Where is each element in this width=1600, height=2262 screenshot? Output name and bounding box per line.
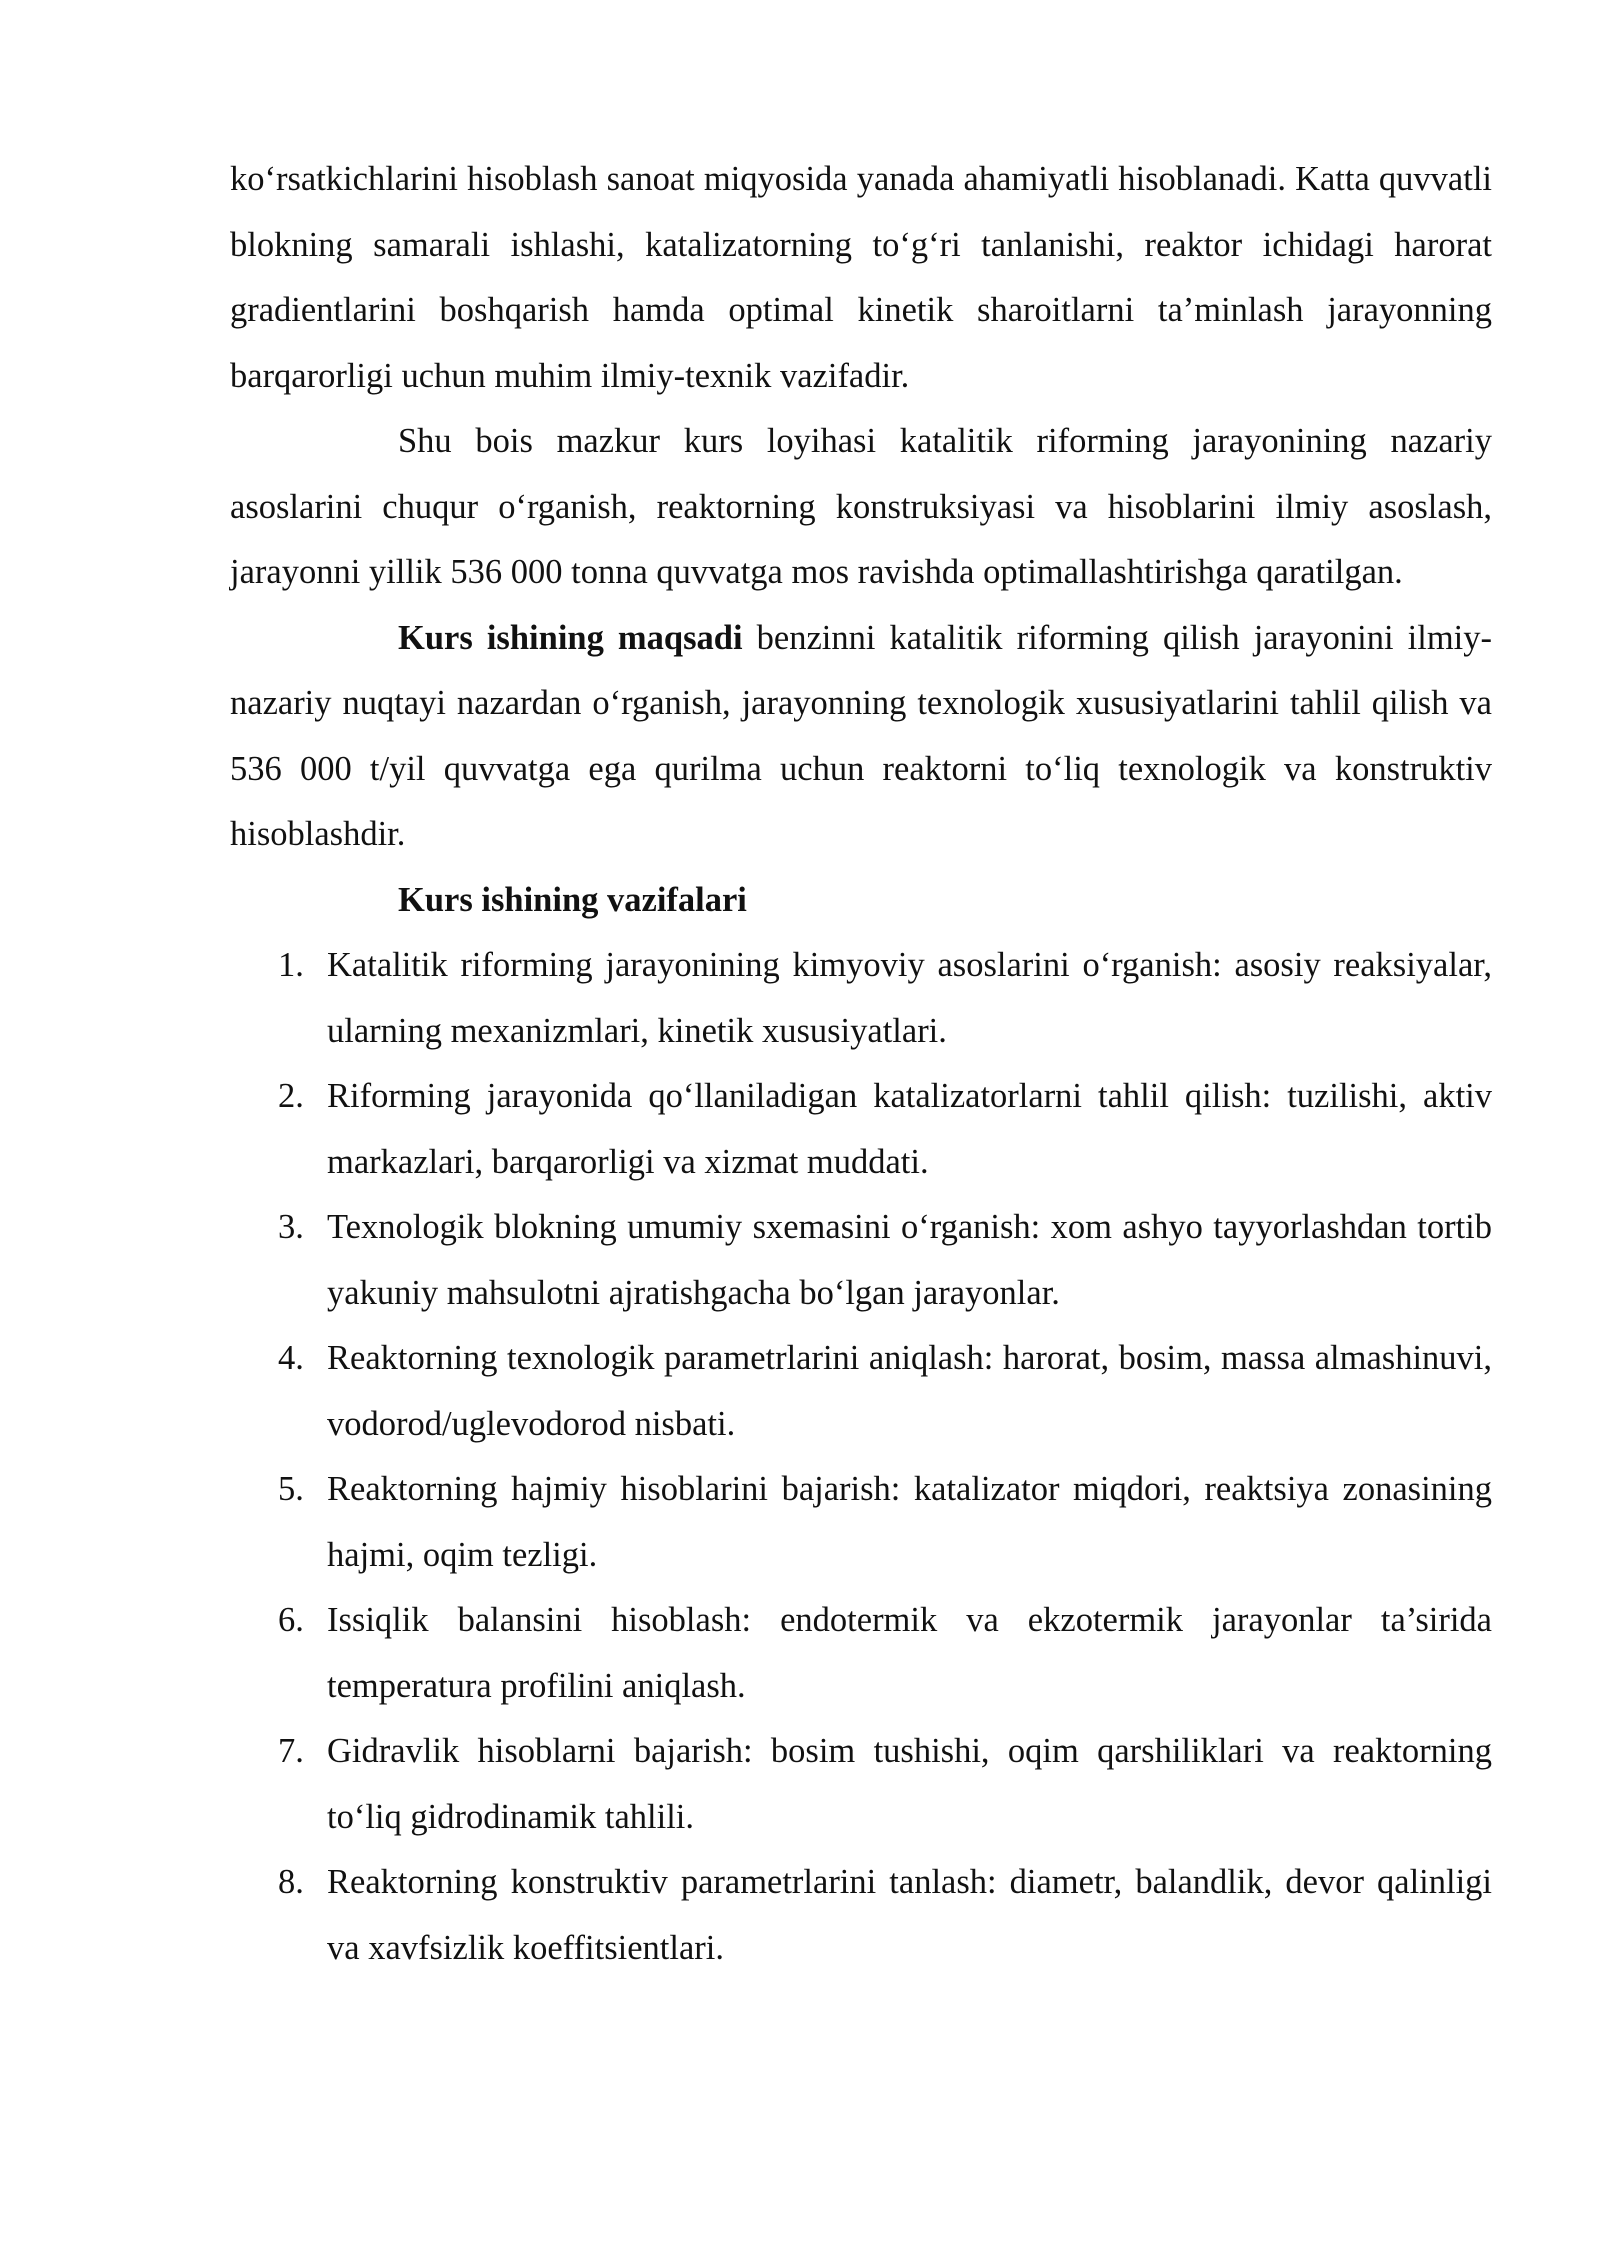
- task-text: Texnologik blokning umumiy sxemasini o‘rganish: xom ashyo tayyorlashdan tortib yakuniy mahsulotni ajratishgacha bo‘lgan jarayonlar.: [327, 1208, 1492, 1312]
- task-number: 8.: [278, 1863, 304, 1901]
- task-item: [230, 1457, 1492, 1588]
- paragraph-course-goal: [230, 606, 1492, 868]
- task-text: Issiqlik balansini hisoblash: endotermik va ekzotermik jarayonlar ta’sirida temperatura profilini aniqlash.: [327, 1601, 1492, 1705]
- task-number: 2.: [278, 1077, 304, 1115]
- task-item: [230, 1719, 1492, 1850]
- paragraph-intro-continuation: ko‘rsatkichlarini hisoblash sanoat miqyosida yanada ahamiyatli hisoblanadi. Katta quvvatli blokning samarali ishlashi, katalizatorning to‘g‘ri tanlanishi, reaktor ichidagi harorat gradientlarini boshqarish hamda optimal kinetik sharoitlarni ta’minlash jarayonning barqarorligi uchun muhim ilmiy-texnik vazifadir.: [230, 160, 1492, 395]
- task-text: Gidravlik hisoblarni bajarish: bosim tushishi, oqim qarshiliklari va reaktorning to‘liq gidrodinamik tahlili.: [327, 1732, 1492, 1836]
- task-number: 4.: [278, 1339, 304, 1377]
- task-text: Riforming jarayonida qo‘llaniladigan katalizatorlarni tahlil qilish: tuzilishi, aktiv markazlari, barqarorligi va xizmat muddati.: [327, 1077, 1492, 1181]
- tasks-list: [230, 933, 1492, 1981]
- task-number: 3.: [278, 1208, 304, 1246]
- task-item: [230, 1326, 1492, 1457]
- task-item: [230, 1588, 1492, 1719]
- task-item: [230, 1195, 1492, 1326]
- task-number: 6.: [278, 1601, 304, 1639]
- tasks-heading: Kurs ishining vazifalari: [398, 880, 747, 919]
- task-item: [230, 1850, 1492, 1981]
- task-text: Reaktorning konstruktiv parametrlarini tanlash: diametr, balandlik, devor qalinligi va xavfsizlik koeffitsientlari.: [327, 1863, 1492, 1967]
- course-goal-text: benzinni katalitik riforming qilish jarayonini ilmiy-nazariy nuqtayi nazardan o‘rganish, jarayonning texnologik xususiyatlarini tahlil qilish va 536 000 t/yil quvvatga ega qurilma uchun reaktorni to‘liq texnologik va konstruktiv hisoblashdir.: [230, 618, 1492, 853]
- task-text: Reaktorning hajmiy hisoblarini bajarish: katalizator miqdori, reaktsiya zonasining hajmi, oqim tezligi.: [327, 1470, 1492, 1574]
- task-number: 1.: [278, 946, 304, 984]
- document-body: [230, 147, 1492, 1981]
- paragraph-project-focus: Shu bois mazkur kurs loyihasi katalitik riforming jarayonining nazariy asoslarini chuqur o‘rganish, reaktorning konstruksiyasi va hisoblarini ilmiy asoslash, jarayonni yillik 536 000 tonna quvvatga mos ravishda optimallashtirishga qaratilgan.: [230, 422, 1492, 591]
- task-text: Katalitik riforming jarayonining kimyoviy asoslarini o‘rganish: asosiy reaksiyalar, ularning mexanizmlari, kinetik xususiyatlari.: [327, 946, 1492, 1050]
- course-goal-label: Kurs ishining maqsadi: [398, 618, 743, 657]
- task-number: 5.: [278, 1470, 304, 1508]
- task-item: [230, 933, 1492, 1064]
- task-item: [230, 1064, 1492, 1195]
- task-number: 7.: [278, 1732, 304, 1770]
- task-text: Reaktorning texnologik parametrlarini aniqlash: harorat, bosim, massa almashinuvi, vodorod/uglevodorod nisbati.: [327, 1339, 1492, 1443]
